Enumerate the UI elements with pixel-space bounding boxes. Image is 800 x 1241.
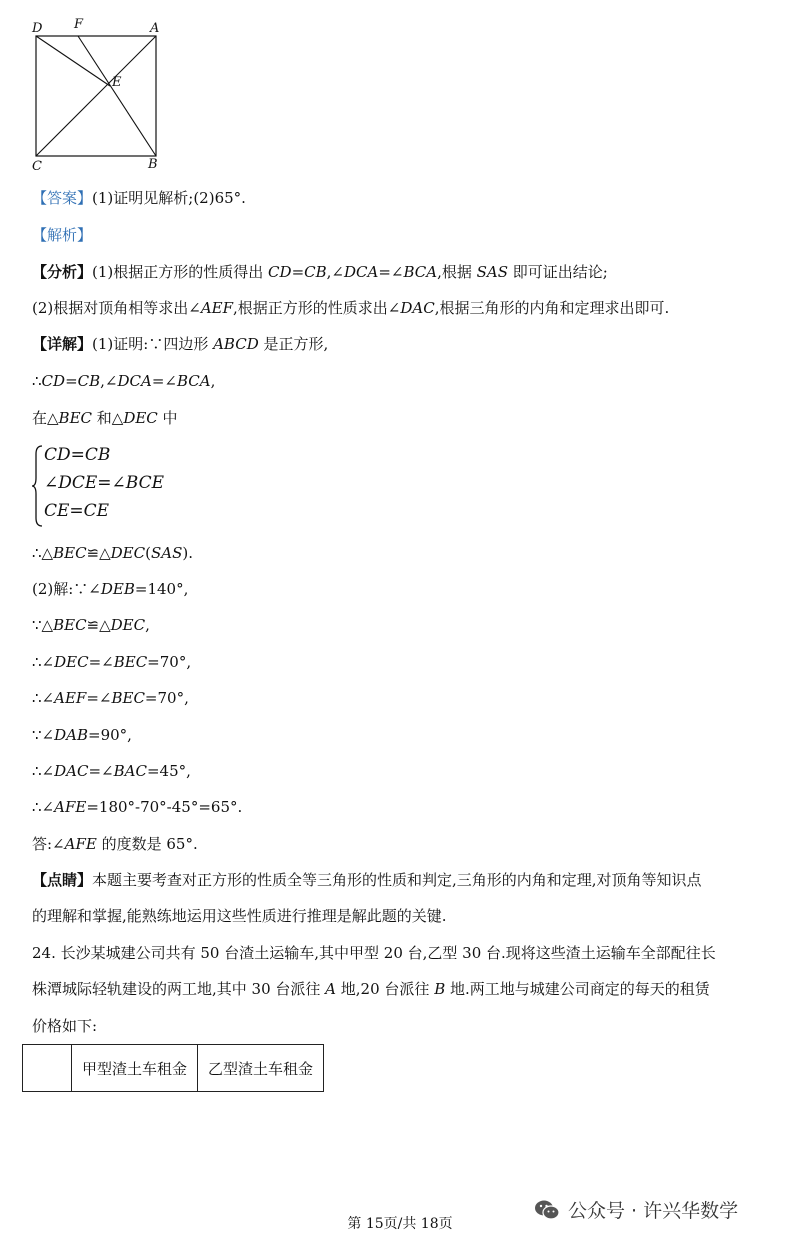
geometry-figure <box>26 14 176 174</box>
text: ( <box>145 544 151 562</box>
text: ). <box>182 544 193 562</box>
table-row <box>23 1045 324 1092</box>
math: SAS <box>150 544 183 562</box>
text: 地.两工地与城建公司商定的每天的租赁 <box>445 980 710 998</box>
final-answer-line <box>32 834 198 854</box>
segment-fb <box>78 36 156 156</box>
comment-line-2: 的理解和掌握,能熟练地运用这些性质进行推理是解此题的关键. <box>32 907 447 925</box>
text: =180°-70°-45°=65°. <box>86 798 243 816</box>
text: (2)解:∵∠ <box>32 580 101 598</box>
math: DAB <box>54 726 89 744</box>
angle-dac-line <box>32 761 191 781</box>
text: ∴∠ <box>32 653 55 671</box>
text: 在△ <box>32 409 59 427</box>
math: BEC <box>111 689 145 707</box>
detail-line <box>32 334 328 354</box>
math: BCA <box>176 372 211 390</box>
label-d: D <box>32 21 43 36</box>
text: 株潭城际轻轨建设的两工地,其中 30 台派往 <box>32 980 326 998</box>
math: BCA <box>403 263 438 281</box>
text: , <box>145 616 150 634</box>
math: BEC <box>53 616 87 634</box>
question-24-line-3: 价格如下: <box>32 1017 98 1035</box>
text: = <box>291 263 305 281</box>
math: CD <box>268 263 292 281</box>
text: 本题主要考查对正方形的性质全等三角形的性质和判定,三角形的内角和定理,对顶角等知识点 <box>92 871 702 889</box>
fenxi-tag: 【分析】 <box>32 263 93 281</box>
text: ∵△ <box>32 616 54 634</box>
text: ,根据三角形的内角和定理求出即可. <box>434 299 670 317</box>
segment-de <box>36 36 110 86</box>
math: CB <box>77 372 101 390</box>
system-eq-1: CD=CB <box>44 445 111 465</box>
text: (1)证明:∵四边形 <box>92 335 214 353</box>
text: =45°, <box>146 762 191 780</box>
math: ABCD <box>213 335 259 353</box>
text: ∴∠ <box>32 762 55 780</box>
table-header-cell: 甲型渣土车租金 <box>72 1045 198 1092</box>
text: 即可证出结论; <box>508 263 608 281</box>
text: (1)根据正方形的性质得出 <box>92 263 269 281</box>
text: =140°, <box>134 580 189 598</box>
congruence-line <box>32 543 193 563</box>
table-header-cell <box>23 1045 72 1092</box>
text: =70°, <box>144 689 189 707</box>
math: SAS <box>476 263 509 281</box>
math: DEC <box>123 409 158 427</box>
system-eq-2: ∠DCE=∠BCE <box>44 473 165 493</box>
text: ∴△ <box>32 544 54 562</box>
label-b: B <box>148 157 158 172</box>
math: A <box>325 980 337 998</box>
comment-tag: 【点睛】 <box>32 871 93 889</box>
text: 是正方形, <box>258 335 329 353</box>
math: DAC <box>54 762 89 780</box>
answer-text: (1)证明见解析;(2)65°. <box>92 189 246 207</box>
angle-dec-line <box>32 652 191 672</box>
text: 答:∠ <box>32 835 65 853</box>
fenxi-line-1 <box>32 262 608 282</box>
comment-line-1 <box>32 870 702 890</box>
part2-line <box>32 579 188 599</box>
math: B <box>434 980 446 998</box>
system-eq-3: CE=CE <box>44 501 110 521</box>
page-footer: 第 15页/共 18页 <box>347 1216 453 1232</box>
math: CB <box>304 263 327 281</box>
text: =∠ <box>151 372 177 390</box>
angle-aef-line <box>32 688 189 708</box>
math: AEF <box>54 689 87 707</box>
question-24-line-1: 24. 长沙某城建公司共有 50 台渣土运输车,其中甲型 20 台,乙型 30 台.现将这些渣土运输车全部配往长 <box>32 944 716 962</box>
math: BEC <box>58 409 92 427</box>
fenxi-line-2 <box>32 298 669 318</box>
therefore-line-1 <box>32 371 215 391</box>
math: CD <box>41 372 66 390</box>
question-24-line-2 <box>32 979 710 999</box>
math: DEB <box>100 580 135 598</box>
math: AEF <box>200 299 234 317</box>
text: ≌△ <box>86 544 111 562</box>
math: DEC <box>110 616 146 634</box>
answer-tag: 【答案】 <box>32 189 93 207</box>
math: DCA <box>343 263 379 281</box>
rental-price-table <box>22 1044 324 1092</box>
text: = <box>65 372 78 390</box>
text: 的度数是 65°. <box>96 835 198 853</box>
math: BEC <box>113 653 148 671</box>
math: AFE <box>64 835 97 853</box>
diagonal-ca <box>36 36 156 156</box>
math: DEC <box>54 653 89 671</box>
label-e: E <box>112 75 122 90</box>
math: BAC <box>113 762 147 780</box>
label-a: A <box>150 21 160 36</box>
math: DCA <box>117 372 152 390</box>
text: =90°, <box>88 726 132 744</box>
text: ,根据 <box>437 263 477 281</box>
analysis-tag: 【解析】 <box>32 226 93 244</box>
angle-dab-line <box>32 725 132 745</box>
detail-tag: 【详解】 <box>32 335 93 353</box>
text: , <box>210 372 216 390</box>
text: (2)根据对顶角相等求出∠ <box>32 299 201 317</box>
text: =∠ <box>88 762 114 780</box>
math: AFE <box>54 798 87 816</box>
math: DAC <box>400 299 435 317</box>
text: ,∠ <box>100 372 118 390</box>
answer-line <box>32 188 246 208</box>
text: ≌△ <box>86 616 111 634</box>
text: =70°, <box>147 653 192 671</box>
text: ,根据正方形的性质求出∠ <box>233 299 401 317</box>
watermark-text: 公众号 · 许兴华数学 <box>568 1200 739 1222</box>
because-congruence-line <box>32 615 150 635</box>
text: ∴ <box>32 372 42 390</box>
text: ∵∠ <box>32 726 55 744</box>
label-c: C <box>32 159 42 174</box>
label-f: F <box>74 17 84 32</box>
math: BEC <box>53 544 87 562</box>
text: ∴∠ <box>32 798 55 816</box>
in-triangles-line <box>32 408 178 428</box>
text: ∴∠ <box>32 689 55 707</box>
math: DEC <box>110 544 146 562</box>
text: =∠ <box>378 263 404 281</box>
text: =∠ <box>88 653 114 671</box>
angle-afe-line <box>32 797 242 817</box>
text: ,∠ <box>326 263 344 281</box>
text: 中 <box>157 409 178 427</box>
table-header-cell: 乙型渣土车租金 <box>198 1045 324 1092</box>
text: =∠ <box>86 689 112 707</box>
text: 和△ <box>92 409 124 427</box>
text: 地,20 台派往 <box>336 980 435 998</box>
